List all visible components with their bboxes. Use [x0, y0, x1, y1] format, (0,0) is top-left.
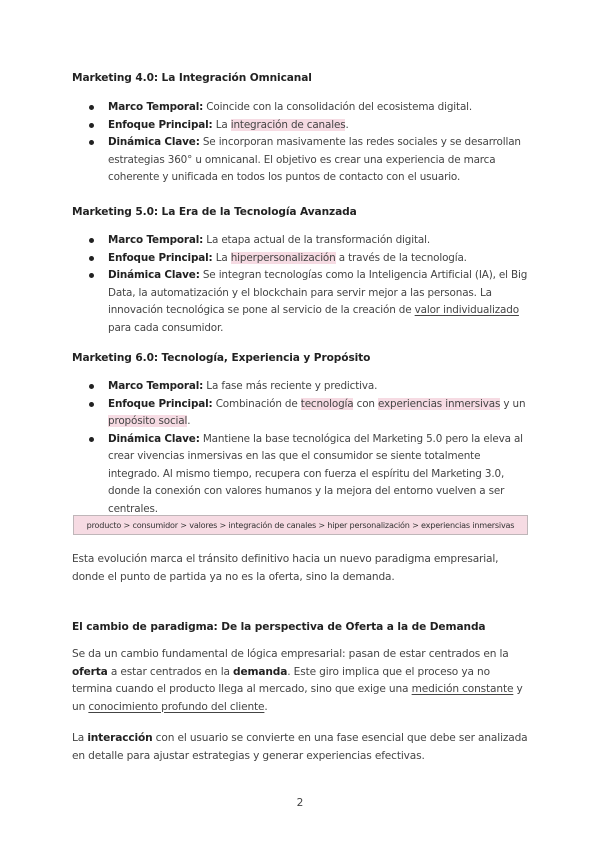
list-item: Dinámica Clave: Mantiene la base tecnológica del Marketing 5.0 pero la eleva al crear vivencias inmersivas en las que el consumidor se siente totalmente integrado. Al mismo tiempo, recupera con fuerza el espíritu del Marketing 3.0, donde la conexión con valores humanos y la mejora del entorno vuelven a ser centrales. — [88, 431, 528, 519]
page-number: 2 — [296, 797, 304, 809]
bullet-list-marketing-5 — [88, 232, 528, 337]
heading-marketing-6: Marketing 6.0: Tecnología, Experiencia y Propósito — [72, 352, 371, 364]
list-item: Enfoque Principal: Combinación de tecnología con experiencias inmersivas y un propósito social. — [88, 396, 528, 431]
list-item: Dinámica Clave: Se incorporan masivamente las redes sociales y se desarrollan estrategias 360° u omnicanal. El objetivo es crear una experiencia de marca coherente y unificada en todos los puntos de contacto con el usuario. — [88, 134, 528, 187]
list-item: Marco Temporal: La fase más reciente y predictiva. — [88, 378, 528, 396]
bullet-list-marketing-6 — [88, 378, 528, 518]
underlined-text: medición constante — [411, 683, 514, 695]
highlight: propósito social — [108, 415, 188, 427]
list-item: Enfoque Principal: La hiperpersonalización a través de la tecnología. — [88, 250, 528, 268]
evolution-flow-box: producto > consumidor > valores > integración de canales > hiper personalización > experiencias inmersivas — [73, 515, 528, 535]
underlined-text: valor individualizado — [414, 304, 519, 316]
highlight: hiperpersonalización — [230, 251, 336, 264]
list-item: Enfoque Principal: La integración de canales. — [88, 117, 528, 135]
list-item: Marco Temporal: Coincide con la consolidación del ecosistema digital. — [88, 99, 528, 117]
heading-marketing-5: Marketing 5.0: La Era de la Tecnología Avanzada — [72, 206, 357, 218]
evolution-paragraph: Esta evolución marca el tránsito definitivo hacia un nuevo paradigma empresarial, donde el punto de partida ya no es la oferta, sino la demanda. — [72, 553, 499, 583]
highlight: tecnología — [300, 397, 354, 410]
heading-marketing-4: Marketing 4.0: La Integración Omnicanal — [72, 72, 312, 84]
highlight: integración de canales — [230, 118, 346, 131]
heading-paradigm-shift: El cambio de paradigma: De la perspectiva de Oferta a la de Demanda — [72, 621, 486, 633]
underlined-text: conocimiento profundo del cliente — [88, 700, 265, 713]
list-item: Marco Temporal: La etapa actual de la transformación digital. — [88, 232, 528, 250]
paradigm-paragraph-1: Se da un cambio fundamental de lógica empresarial: pasan de estar centrados en la oferta a estar centrados en la demanda. Este giro implica que el proceso ya no termina cuando el producto llega al mercado, sino que exige una medición constante y un conocimiento profundo del cliente. — [72, 648, 523, 713]
list-item: Dinámica Clave: Se integran tecnologías como la Inteligencia Artificial (IA), el Big Data, la automatización y el blockchain para servir mejor a las personas. La innovación tecnológica se pone al servicio de la creación de valor individualizado para cada consumidor. — [88, 267, 528, 337]
bullet-list-marketing-4 — [88, 99, 528, 187]
highlight: experiencias inmersivas — [378, 397, 501, 410]
paradigm-paragraph-2: La interacción con el usuario se convierte en una fase esencial que debe ser analizada en detalle para ajustar estrategias y generar experiencias efectivas. — [72, 732, 528, 762]
